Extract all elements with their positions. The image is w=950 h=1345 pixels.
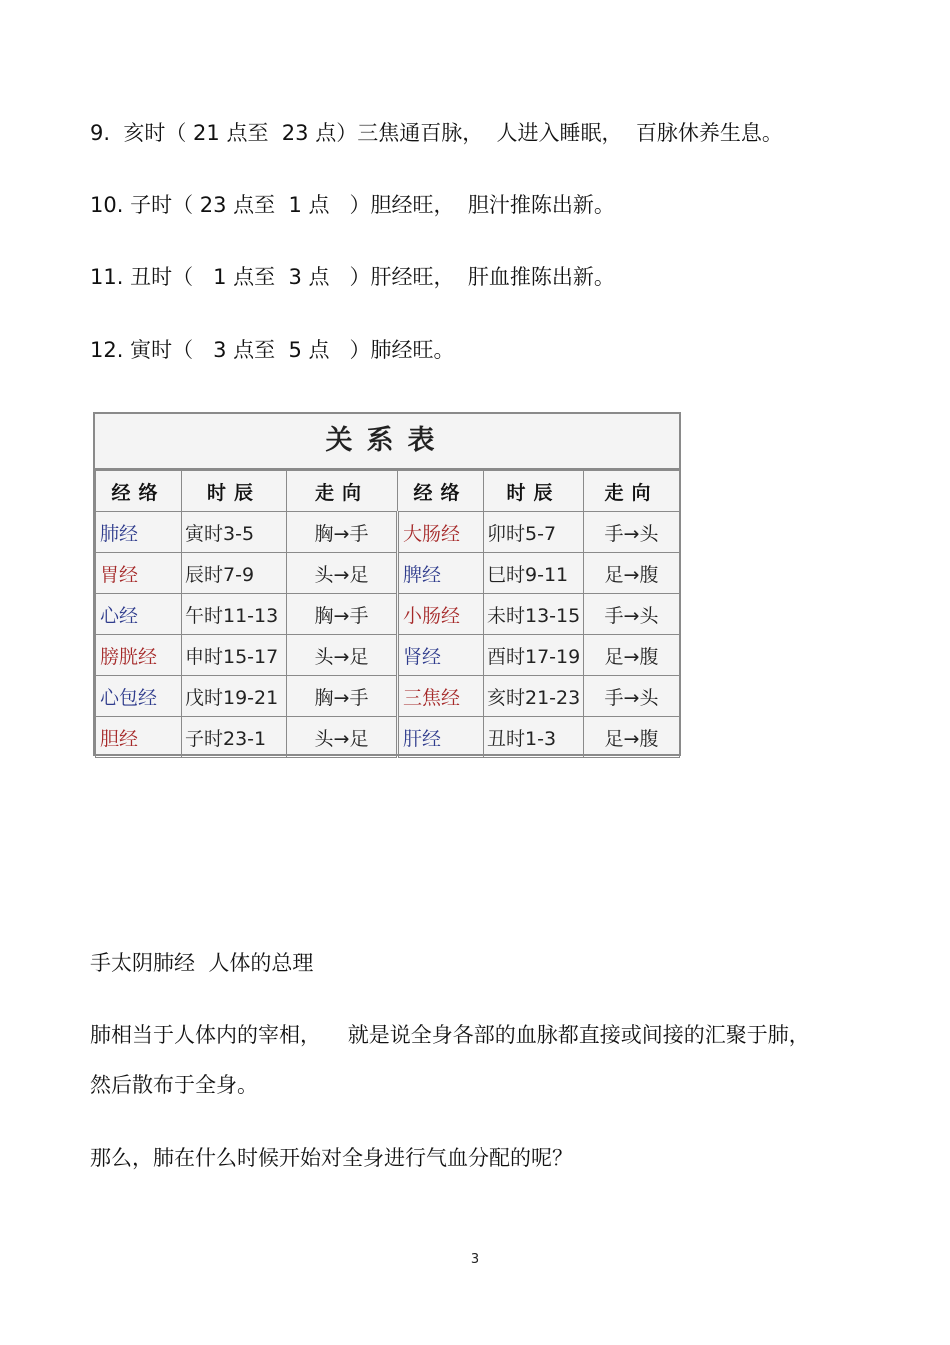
header-direction: 走向	[584, 471, 680, 512]
direction-cell: 足→腹	[584, 635, 680, 676]
meridian-cell: 三焦经	[398, 676, 484, 717]
time-cell: 戊时19-21	[182, 676, 287, 717]
direction-cell: 手→头	[584, 512, 680, 553]
question-paragraph: 那么，肺在什么时候开始对全身进行气血分配的呢？	[90, 1146, 573, 1170]
header-direction: 走向	[287, 471, 398, 512]
meridian-cell: 胃经	[96, 553, 182, 594]
header-time: 时辰	[182, 471, 287, 512]
header-meridian: 经络	[96, 471, 182, 512]
meridian-cell: 胆经	[96, 717, 182, 758]
direction-cell: 足→腹	[584, 717, 680, 758]
meridian-cell: 肺经	[96, 512, 182, 553]
table-header-row	[96, 471, 680, 512]
meridian-cell: 脾经	[398, 553, 484, 594]
meridian-cell: 肾经	[398, 635, 484, 676]
time-cell: 辰时7-9	[182, 553, 287, 594]
table-row	[96, 512, 680, 553]
relation-table	[95, 470, 680, 758]
time-cell: 亥时21-23	[484, 676, 584, 717]
direction-cell: 胸→手	[287, 676, 398, 717]
table-row	[96, 594, 680, 635]
meridian-cell: 小肠经	[398, 594, 484, 635]
direction-cell: 头→足	[287, 635, 398, 676]
section-heading: 手太阴肺经 人体的总理	[90, 951, 314, 975]
page-number: 3	[470, 1252, 480, 1267]
direction-cell: 胸→手	[287, 512, 398, 553]
table-row	[96, 553, 680, 594]
meridian-cell: 肝经	[398, 717, 484, 758]
direction-cell: 手→头	[584, 676, 680, 717]
time-cell: 卯时5-7	[484, 512, 584, 553]
schedule-line-11: 11. 丑时（ 1 点至 3 点 ）肝经旺， 肝血推陈出新。	[90, 265, 615, 289]
table-row	[96, 635, 680, 676]
time-cell: 酉时17-19	[484, 635, 584, 676]
direction-cell: 手→头	[584, 594, 680, 635]
header-time: 时辰	[484, 471, 584, 512]
time-cell: 丑时1-3	[484, 717, 584, 758]
relation-table-figure	[93, 412, 681, 756]
time-cell: 子时23-1	[182, 717, 287, 758]
meridian-cell: 心经	[96, 594, 182, 635]
body-paragraph: 肺相当于人体内的宰相， 就是说全身各部的血脉都直接或间接的汇聚于肺，	[90, 1023, 810, 1047]
meridian-cell: 大肠经	[398, 512, 484, 553]
time-cell: 寅时3-5	[182, 512, 287, 553]
body-paragraph-continued: 然后散布于全身。	[90, 1073, 258, 1097]
time-cell: 午时11-13	[182, 594, 287, 635]
time-cell: 巳时9-11	[484, 553, 584, 594]
table-title: 关系表	[95, 414, 679, 470]
header-meridian: 经络	[398, 471, 484, 512]
direction-cell: 头→足	[287, 553, 398, 594]
direction-cell: 头→足	[287, 717, 398, 758]
meridian-cell: 心包经	[96, 676, 182, 717]
table-row	[96, 717, 680, 758]
schedule-line-10: 10. 子时（ 23 点至 1 点 ）胆经旺， 胆汁推陈出新。	[90, 193, 615, 217]
direction-cell: 足→腹	[584, 553, 680, 594]
schedule-line-9: 9. 亥时（ 21 点至 23 点）三焦通百脉， 人进入睡眠， 百脉休养生息。	[90, 121, 783, 145]
time-cell: 申时15-17	[182, 635, 287, 676]
time-cell: 未时13-15	[484, 594, 584, 635]
direction-cell: 胸→手	[287, 594, 398, 635]
table-row	[96, 676, 680, 717]
meridian-cell: 膀胱经	[96, 635, 182, 676]
schedule-line-12: 12. 寅时（ 3 点至 5 点 ）肺经旺。	[90, 338, 455, 362]
